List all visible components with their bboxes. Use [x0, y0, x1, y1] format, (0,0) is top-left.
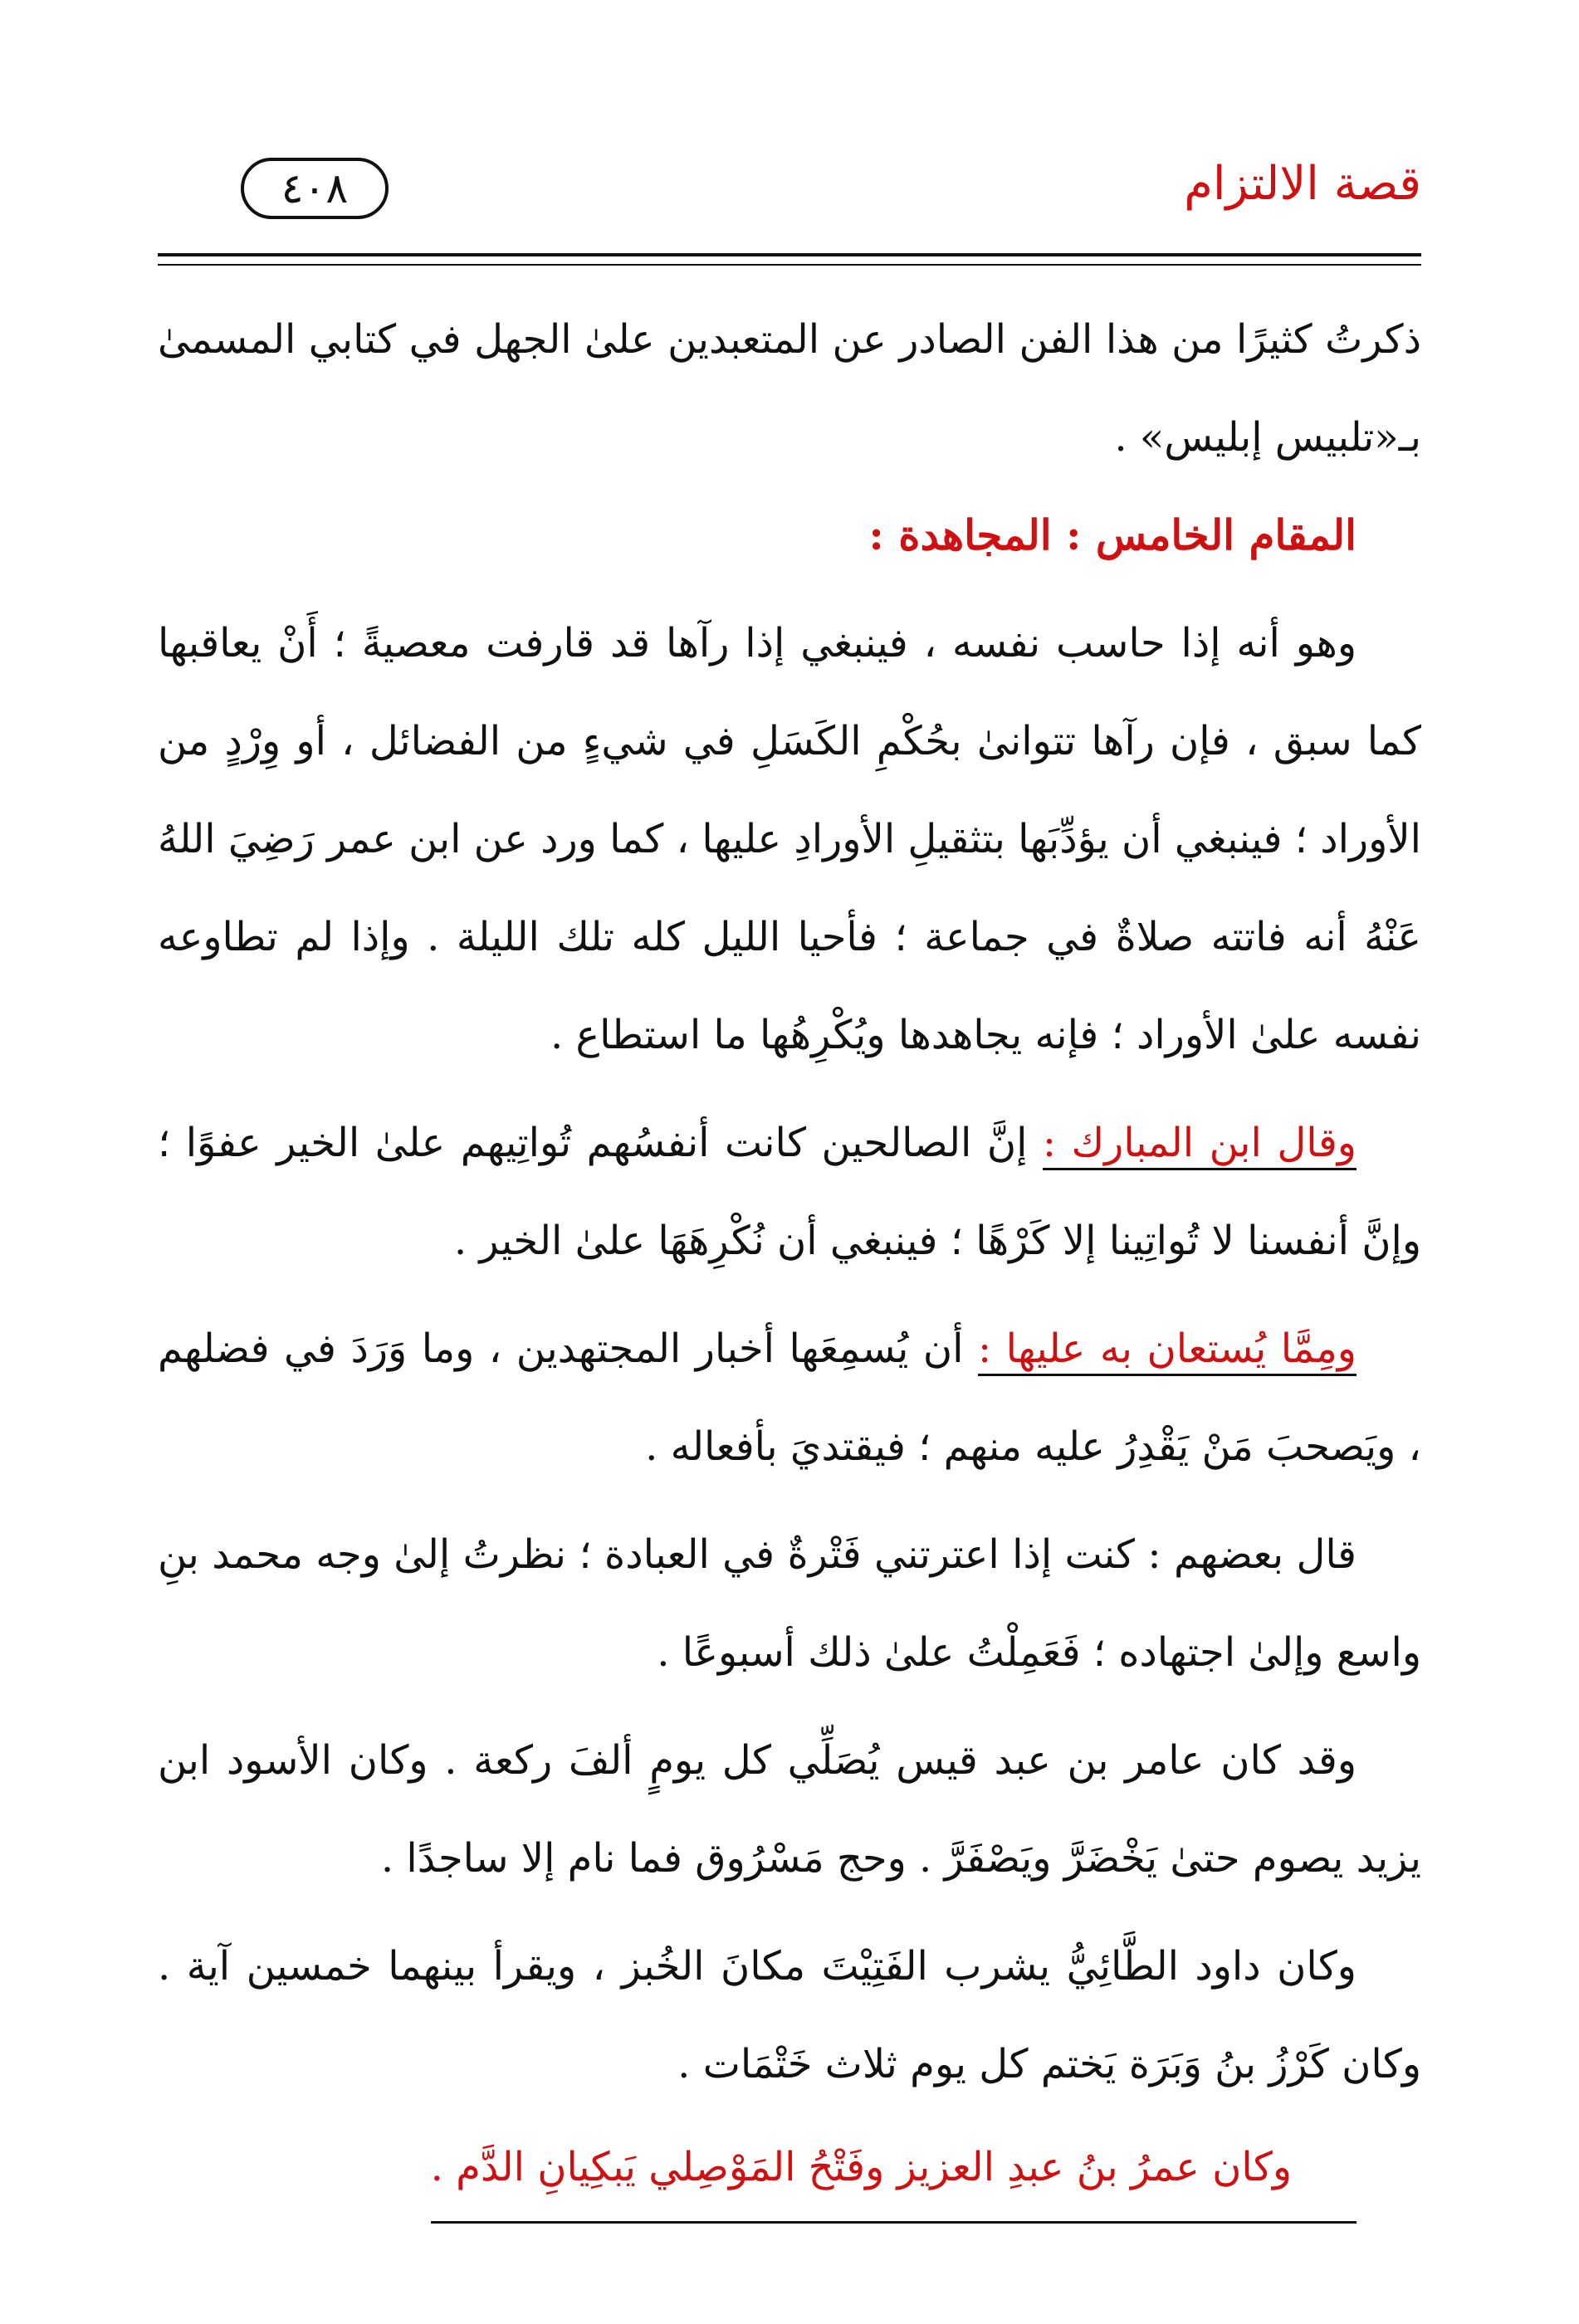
paragraph-8: وكان عمرُ بنُ عبدِ العزيز وفَتْحُ المَوْصِلي يَبكِيانِ الدَّم .	[431, 2118, 1357, 2224]
paragraph-2: وهو أنه إذا حاسب نفسه ، فينبغي إذا رآها قد قارفت معصيةً ؛ أَنْ يعاقبها كما سبق ، فإن رآها تتوانىٰ بحُكْمِ الكَسَلِ في شيءٍ من الفضائل ، أو وِرْدٍ من الأوراد ؛ فينبغي أن يؤدِّبَها بتثقيلِ الأورادِ عليها ، كما ورد عن ابن عمر رَضِيَ اللهُ عَنْهُ أنه فاتته صلاةٌ في جماعة ؛ فأحيا الليل كله تلك الليلة . وإذا لم تطاوعه نفسه علىٰ الأوراد ؛ فإنه يجاهدها ويُكْرِهُها ما استطاع .	[158, 620, 1421, 1058]
page-number: ٤٠٨	[241, 158, 389, 219]
paragraph-3-text: إنَّ الصالحين كانت أنفسُهم تُواتِيهم علىٰ الخير عفوًا ؛ وإنَّ أنفسنا لا تُواتِينا إلا كَرْهًا ؛ فينبغي أن نُكْرِهَهَا علىٰ الخير .	[158, 1120, 1421, 1264]
header-rule-thick	[158, 253, 1421, 256]
paragraph-4-text: أن يُسمِعَها أخبار المجتهدين ، وما وَرَدَ في فضلهم ، ويَصحبَ مَنْ يَقْدِرُ عليه منهم ؛ فيقتديَ بأفعاله .	[158, 1326, 1421, 1470]
book-title: قصة الالتزام	[1184, 157, 1421, 211]
paragraph-8-wrap	[158, 2118, 1421, 2224]
header-rule-thin	[158, 264, 1421, 266]
section-heading: المقام الخامس : المجاهدة :	[868, 510, 1357, 559]
paragraph-3	[158, 1094, 1421, 1290]
paragraph-3-lead: وقال ابن المبارك :	[1043, 1120, 1357, 1170]
page-header	[158, 141, 1421, 266]
paragraph-1: ذكرتُ كثيرًا من هذا الفن الصادر عن المتعبدين علىٰ الجهل في كتابي المسمىٰ بـ«تلبيس إبليس» .	[158, 316, 1421, 461]
page-body	[158, 290, 1421, 2224]
paragraph-5: قال بعضهم : كنت إذا اعترتني فَتْرةٌ في العبادة ؛ نظرتُ إلىٰ وجه محمد بنِ واسع وإلىٰ اجتهاده ؛ فَعَمِلْتُ علىٰ ذلك أسبوعًا .	[158, 1531, 1421, 1676]
paragraph-4-lead: ومِمَّا يُستعان به عليها :	[978, 1326, 1357, 1376]
paragraph-4	[158, 1300, 1421, 1496]
paragraph-7: وكان داود الطَّائِيُّ يشرب الفَتِيْتَ مكانَ الخُبز ، ويقرأ بينهما خمسين آية . وكان كَرْزُ بنُ وَبَرَة يَختم كل يوم ثلاث خَتْمَات .	[158, 1943, 1421, 2087]
paragraph-6: وقد كان عامر بن عبد قيس يُصَلِّي كل يومٍ ألفَ ركعة . وكان الأسود ابن يزيد يصوم حتىٰ يَخْضَرَّ ويَصْفَرَّ . وحج مَسْرُوق فما نام إلا ساجدًا .	[158, 1737, 1421, 1882]
